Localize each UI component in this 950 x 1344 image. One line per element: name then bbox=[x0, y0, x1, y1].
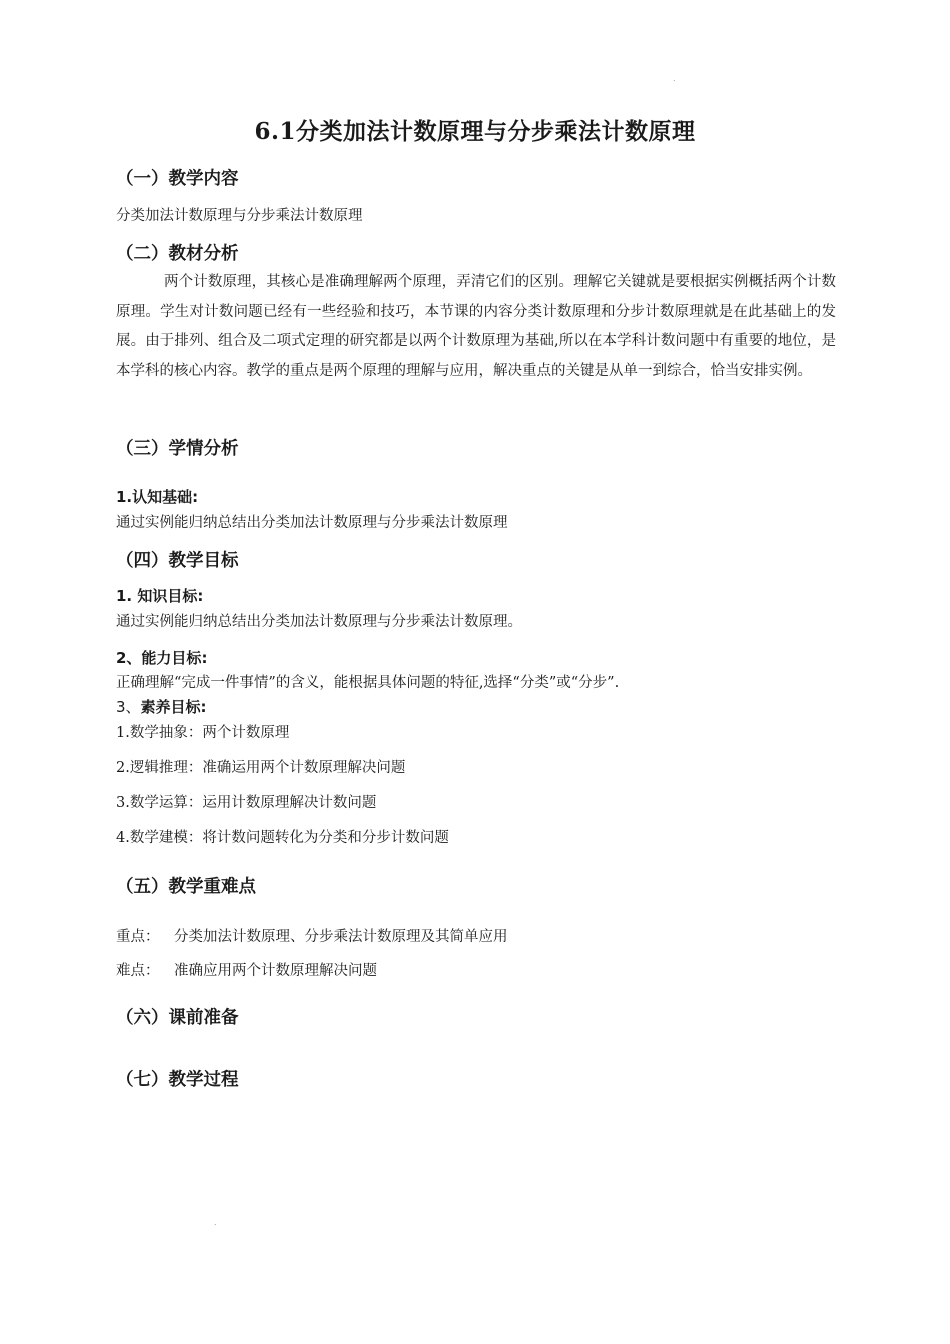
literacy-heading-label: 素养目标: bbox=[140, 698, 207, 716]
key-point-text: 分类加法计数原理、分步乘法计数原理及其简单应用 bbox=[174, 929, 508, 945]
literacy-item: 2.逻辑推理：准确运用两个计数原理解决问题 bbox=[116, 760, 406, 776]
literacy-item: 1.数学抽象：两个计数原理 bbox=[116, 725, 290, 741]
material-analysis-paragraph: 两个计数原理，其核心是准确理解两个原理，弄清它们的区别。理解它关键就是要根据实例概括两个计数原理。学生对计数问题已经有一些经验和技巧，本节课的内容分类计数原理和分步计数原理就是在此基础上的发展。由于排列、组合及二项式定理的研究都是以两个计数原理为基础,所以在本学科计数问题中有重要的地位，是本学科的核心内容。教学的重点是两个原理的理解与应用，解决重点的关键是从单一到综合，恰当安排实例。 bbox=[116, 274, 836, 379]
difficult-point-text: 准确应用两个计数原理解决问题 bbox=[174, 963, 377, 979]
footer-dot: . bbox=[214, 1218, 217, 1227]
literacy-item: 4.数学建模：将计数问题转化为分类和分步计数问题 bbox=[116, 830, 449, 846]
key-point-label: 重点： bbox=[116, 929, 160, 945]
section-heading-process: （七）教学过程 bbox=[116, 1070, 239, 1090]
difficult-point-label: 难点： bbox=[116, 963, 160, 979]
cognitive-basis-heading: 1.认知基础: bbox=[116, 488, 199, 506]
header-dot: . bbox=[673, 74, 676, 83]
page-title: 6.1分类加法计数原理与分步乘法计数原理 bbox=[254, 118, 696, 145]
cognitive-basis-text: 通过实例能归纳总结出分类加法计数原理与分步乘法计数原理 bbox=[116, 515, 508, 531]
literacy-heading-number: 3、 bbox=[116, 698, 141, 716]
knowledge-objective-heading: 1. 知识目标: bbox=[116, 587, 204, 605]
section-heading-objectives: （四）教学目标 bbox=[116, 551, 239, 571]
section-heading-analysis: （二）教材分析 bbox=[116, 244, 239, 264]
section-heading-preparation: （六）课前准备 bbox=[116, 1008, 239, 1028]
literacy-objective-heading bbox=[116, 696, 207, 717]
difficult-point-row bbox=[116, 959, 377, 980]
key-point-row bbox=[116, 925, 508, 946]
section-text-content: 分类加法计数原理与分步乘法计数原理 bbox=[116, 208, 363, 224]
section-heading-learner: （三）学情分析 bbox=[116, 439, 239, 459]
ability-objective-text: 正确理解“完成一件事情”的含义，能根据具体问题的特征,选择“分类”或“分步”. bbox=[116, 675, 620, 691]
section-heading-content: （一）教学内容 bbox=[116, 169, 239, 189]
knowledge-objective-text: 通过实例能归纳总结出分类加法计数原理与分步乘法计数原理。 bbox=[116, 614, 522, 630]
literacy-item: 3.数学运算：运用计数原理解决计数问题 bbox=[116, 795, 377, 811]
ability-objective-heading: 2、能力目标: bbox=[116, 649, 208, 667]
section-heading-key-points: （五）教学重难点 bbox=[116, 877, 256, 897]
